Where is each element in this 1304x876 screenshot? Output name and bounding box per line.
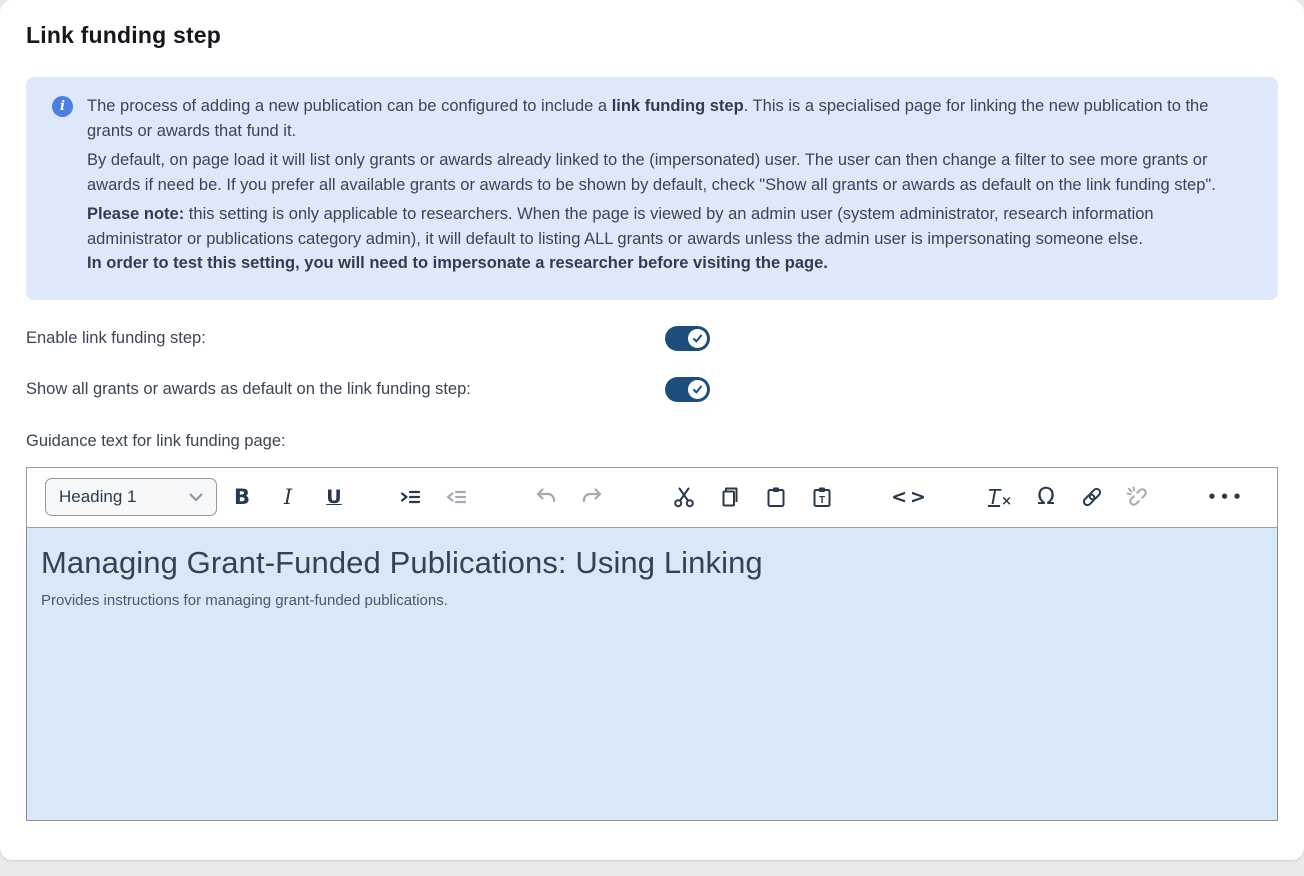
guidance-text-label: Guidance text for link funding page: (26, 431, 286, 450)
bold-button[interactable]: B (227, 478, 257, 516)
setting-row-show-all (26, 377, 1278, 402)
clear-formatting-icon[interactable]: T × (985, 478, 1015, 516)
indent-group (395, 478, 471, 516)
info-box (26, 77, 1278, 300)
redo-icon[interactable] (577, 478, 607, 516)
enable-link-funding-toggle[interactable] (665, 326, 710, 351)
info-box-text (87, 94, 1252, 276)
underline-button[interactable]: U (319, 478, 349, 516)
rich-text-editor (26, 467, 1278, 821)
page-title: Link funding step (26, 22, 222, 48)
history-group (531, 478, 607, 516)
chevron-down-icon (189, 493, 203, 502)
info-paragraph-1: The process of adding a new publication can be configured to include a link funding step. This is a specialised page for linking the new publication to the grants or awards that fund it. (87, 97, 1209, 140)
outdent-icon[interactable] (441, 478, 471, 516)
editor-content-area[interactable] (26, 528, 1278, 821)
setting-row-enable (26, 326, 1278, 351)
info-icon: i (52, 96, 73, 117)
guidance-heading: Managing Grant-Funded Publications: Using Linking (41, 544, 763, 580)
paste-icon[interactable] (761, 478, 791, 516)
svg-text:T: T (818, 495, 826, 506)
code-group (891, 478, 929, 516)
clipboard-group (669, 478, 837, 516)
show-all-grants-toggle[interactable] (665, 377, 710, 402)
more-group (1207, 478, 1245, 516)
editor-toolbar (26, 467, 1278, 528)
source-code-icon[interactable]: <> (895, 478, 925, 516)
info-paragraph-3: Please note: this setting is only applicable to researchers. When the page is viewed by an admin user (system administrator, research information administrator or publications category admin), it will default to listing ALL grants or awards unless the admin user is impersonating someone else. In order to test this setting, you will need to impersonate a researcher before visiting the page. (87, 205, 1154, 272)
copy-icon[interactable] (715, 478, 745, 516)
paragraph-format-select[interactable] (45, 478, 217, 516)
paste-as-text-icon[interactable] (807, 478, 837, 516)
toggle-check-icon (688, 329, 707, 348)
format-group (227, 478, 349, 516)
link-icon[interactable] (1077, 478, 1107, 516)
italic-button[interactable]: I (273, 478, 303, 516)
toggle-check-icon (688, 380, 707, 399)
info-paragraph-2: By default, on page load it will list only grants or awards already linked to the (impersonated) user. The user can then change a filter to see more grants or awards if need be. If you prefer all available grants or awards to be shown by default, check "Show all grants or awards as default on the link funding step". (87, 151, 1216, 194)
cut-icon[interactable] (669, 478, 699, 516)
special-character-icon[interactable]: Ω (1031, 478, 1061, 516)
undo-icon[interactable] (531, 478, 561, 516)
insert-group (985, 478, 1153, 516)
show-all-grants-label: Show all grants or awards as default on the link funding step: (26, 379, 471, 398)
format-select-value: Heading 1 (59, 487, 137, 506)
guidance-paragraph: Provides instructions for managing grant-funded publications. (41, 591, 448, 609)
more-options-icon[interactable]: ••• (1211, 478, 1241, 516)
unlink-icon[interactable] (1123, 478, 1153, 516)
indent-icon[interactable] (395, 478, 425, 516)
enable-link-funding-label: Enable link funding step: (26, 328, 206, 347)
